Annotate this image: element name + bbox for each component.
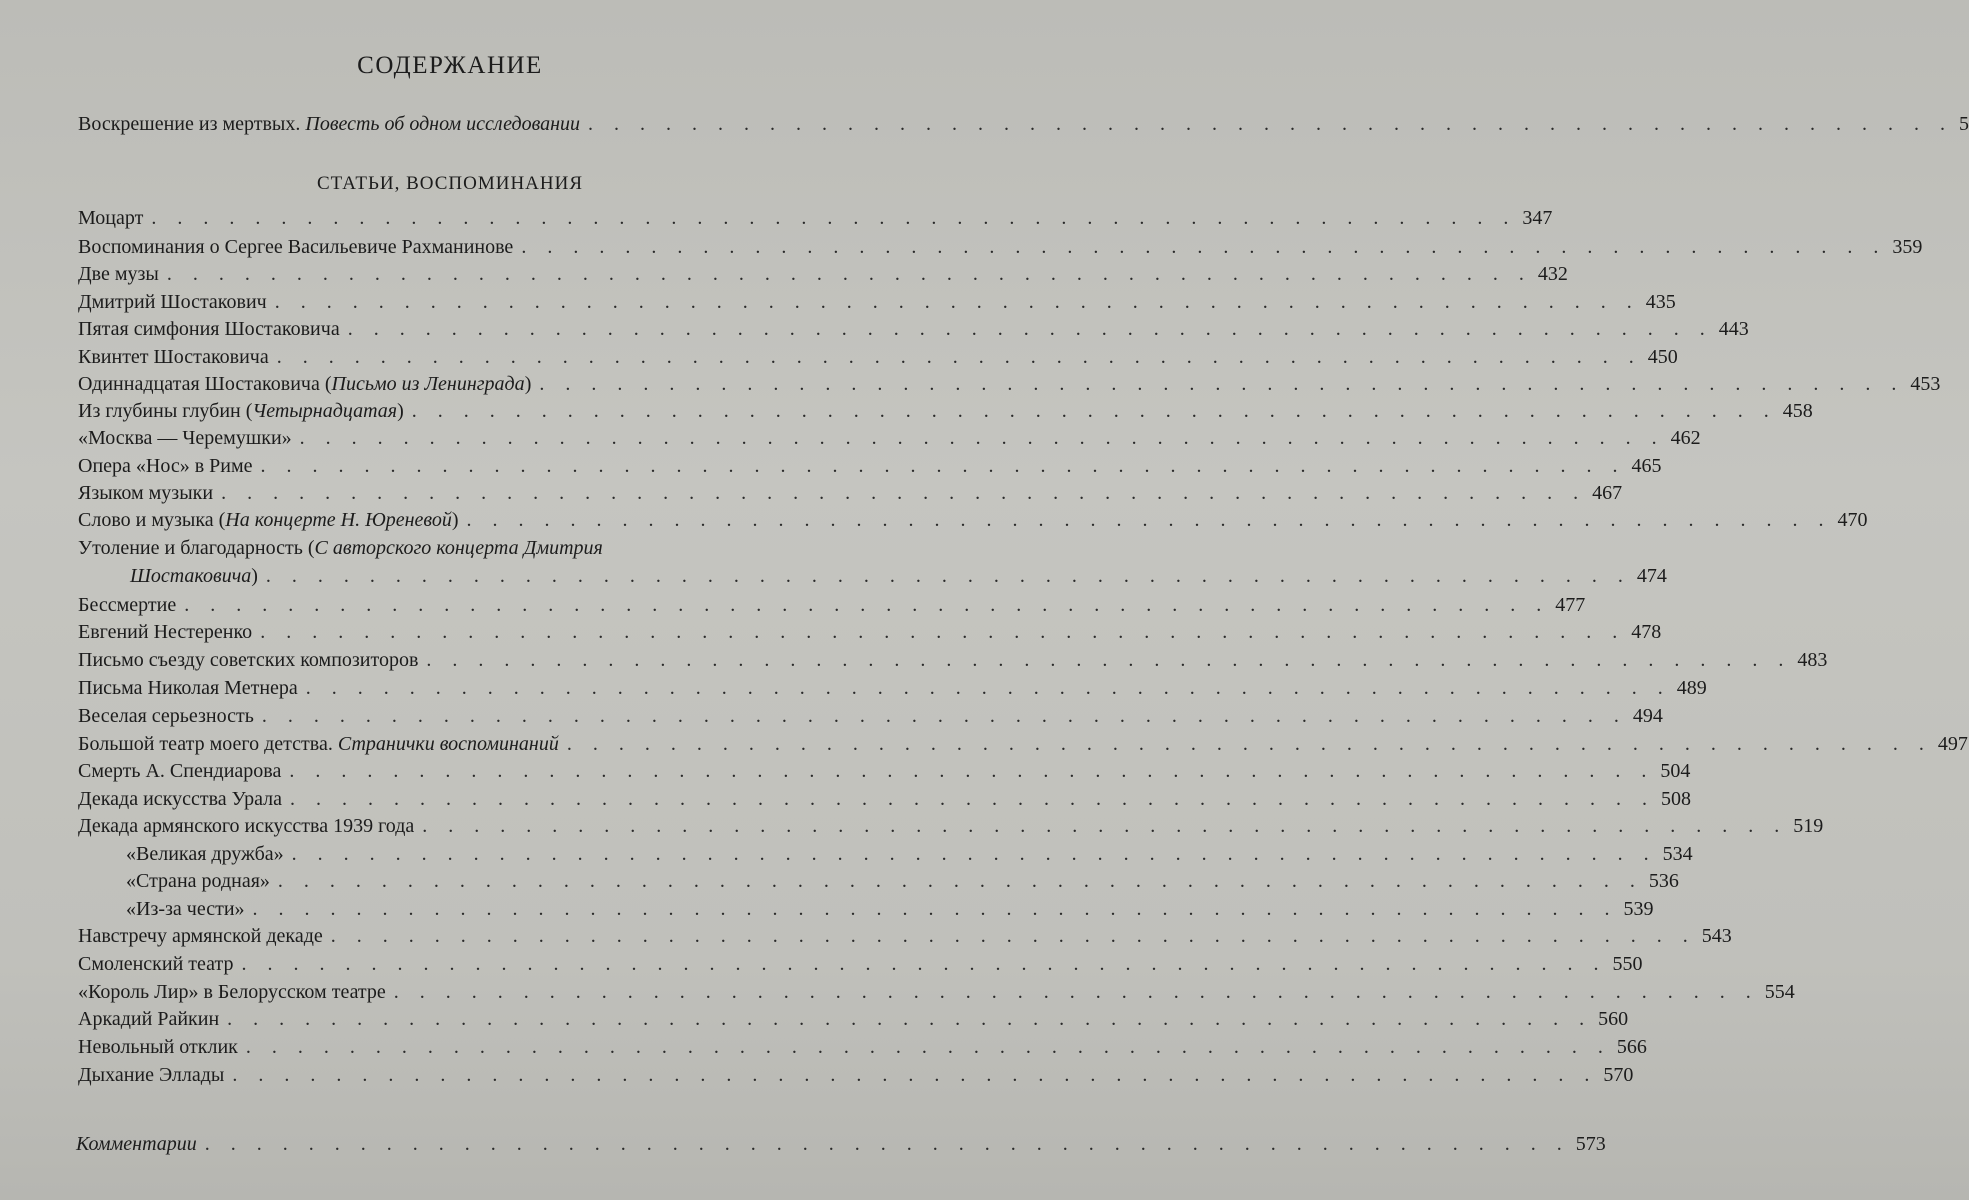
- page-number: 5: [1959, 113, 1969, 135]
- entry-label: Слово и музыка (На концерте Н. Юреневой): [78, 509, 459, 531]
- entry-label: Письма Николая Метнера: [78, 677, 298, 699]
- leader-dots: . . . . . . . . . . . . . . . . . . . . . . . . . . . . . . . . . . . . . . . . . . . . . . . . . . . . .: [265, 565, 1631, 587]
- toc-entry: [78, 649, 1828, 672]
- leader-dots: . . . . . . . . . . . . . . . . . . . . . . . . . . . . . . . . . . . . . . . . . . . . . . . . . . . . .: [221, 482, 1587, 504]
- page-number: 497: [1937, 733, 1968, 755]
- entry-label: Письмо съезду советских композиторов: [78, 649, 419, 671]
- page-number: 432: [1537, 263, 1568, 285]
- toc-entry: [78, 318, 1749, 341]
- entry-label: Пятая симфония Шостаковича: [78, 318, 340, 340]
- toc-entry: [78, 509, 1868, 532]
- toc-entry: [78, 482, 1623, 505]
- entry-label: Навстречу армянской декаде: [78, 925, 323, 947]
- entry-label: «Великая дружба»: [126, 843, 284, 865]
- leader-dots: . . . . . . . . . . . . . . . . . . . . . . . . . . . . . . . . . . . . . . . . . . . . . . . . . . . . .: [566, 733, 1932, 755]
- leader-dots: . . . . . . . . . . . . . . . . . . . . . . . . . . . . . . . . . . . . . . . . . . . . . . . . . . . . .: [245, 1036, 1611, 1058]
- toc-entry: [78, 981, 1795, 1004]
- entry-label: Языком музыки: [78, 482, 214, 504]
- leader-dots: . . . . . . . . . . . . . . . . . . . . . . . . . . . . . . . . . . . . . . . . . . . . . . . . . . . . .: [276, 346, 1642, 368]
- entry-label: Дыхание Эллады: [78, 1064, 225, 1086]
- leader-dots: . . . . . . . . . . . . . . . . . . . . . . . . . . . . . . . . . . . . . . . . . . . . . . . . . . . . .: [393, 981, 1759, 1003]
- page-number: 570: [1603, 1064, 1634, 1086]
- toc-entry: [78, 953, 1643, 976]
- toc-entry: [78, 1064, 1634, 1087]
- page-number: 458: [1782, 400, 1813, 422]
- entry-label: Шостаковича): [130, 565, 258, 587]
- page-number: 347: [1522, 207, 1553, 229]
- entry-label: Воскрешение из мертвых. Повесть об одном исследовании: [78, 113, 581, 135]
- page-number: 543: [1701, 925, 1732, 947]
- entry-label: Квинтет Шостаковича: [78, 346, 269, 368]
- toc-entry: [78, 733, 1968, 756]
- toc-entry: [78, 925, 1732, 948]
- entry-label: Опера «Нос» в Риме: [78, 455, 253, 477]
- page-number: 560: [1598, 1008, 1629, 1030]
- entry-label: Одиннадцатая Шостаковича (Письмо из Ленинграда): [78, 373, 532, 395]
- entry-label: Утоление и благодарность (С авторского концерта Дмитрия: [78, 537, 603, 559]
- leader-dots: . . . . . . . . . . . . . . . . . . . . . . . . . . . . . . . . . . . . . . . . . . . . . . . . . . . . .: [588, 113, 1954, 135]
- toc-entry: [78, 1036, 1647, 1059]
- toc-entry: [126, 870, 1679, 893]
- leader-dots: . . . . . . . . . . . . . . . . . . . . . . . . . . . . . . . . . . . . . . . . . . . . . . . . . . . . .: [261, 705, 1627, 727]
- leader-dots: . . . . . . . . . . . . . . . . . . . . . . . . . . . . . . . . . . . . . . . . . . . . . . . . . . . . .: [289, 760, 1655, 782]
- entry-label: Две музы: [78, 263, 159, 285]
- page-number: 478: [1631, 621, 1662, 643]
- leader-dots: . . . . . . . . . . . . . . . . . . . . . . . . . . . . . . . . . . . . . . . . . . . . . . . . . . . . .: [330, 925, 1696, 947]
- entry-label: Воспоминания о Сергее Васильевиче Рахманинове: [78, 236, 514, 258]
- leader-dots: . . . . . . . . . . . . . . . . . . . . . . . . . . . . . . . . . . . . . . . . . . . . . . . . . . . . .: [426, 649, 1792, 671]
- toc-entry-intro: [78, 113, 1969, 136]
- page-number: 508: [1660, 788, 1691, 810]
- leader-dots: . . . . . . . . . . . . . . . . . . . . . . . . . . . . . . . . . . . . . . . . . . . . . . . . . . . . .: [521, 236, 1887, 258]
- entry-label: Смерть А. Спендиарова: [78, 760, 282, 782]
- leader-dots: . . . . . . . . . . . . . . . . . . . . . . . . . . . . . . . . . . . . . . . . . . . . . . . . . . . . .: [260, 621, 1626, 643]
- toc-entry: [78, 400, 1813, 423]
- leader-dots: . . . . . . . . . . . . . . . . . . . . . . . . . . . . . . . . . . . . . . . . . . . . . . . . . . . . .: [260, 455, 1626, 477]
- page-number: 519: [1793, 815, 1824, 837]
- leader-dots: . . . . . . . . . . . . . . . . . . . . . . . . . . . . . . . . . . . . . . . . . . . . . . . . . . . . .: [466, 509, 1832, 531]
- page-number: 435: [1645, 291, 1676, 313]
- page-title: СОДЕРЖАНИЕ: [357, 52, 543, 79]
- toc-entry: [78, 263, 1568, 286]
- toc-entry: [130, 565, 1667, 588]
- toc-entry: [126, 898, 1654, 921]
- toc-entry: [78, 1008, 1629, 1031]
- entry-label: Моцарт: [78, 207, 144, 229]
- entry-label: Невольный отклик: [78, 1036, 238, 1058]
- page-number: 536: [1648, 870, 1679, 892]
- page-number: 462: [1670, 427, 1701, 449]
- toc-entry: [78, 236, 1923, 259]
- page-number: 566: [1616, 1036, 1647, 1058]
- entry-label: «Страна родная»: [126, 870, 270, 892]
- leader-dots: . . . . . . . . . . . . . . . . . . . . . . . . . . . . . . . . . . . . . . . . . . . . . . . . . . . . .: [274, 291, 1640, 313]
- page-number: 467: [1592, 482, 1623, 504]
- leader-dots: . . . . . . . . . . . . . . . . . . . . . . . . . . . . . . . . . . . . . . . . . . . . . . . . . . . . .: [241, 953, 1607, 975]
- page-number: 534: [1662, 843, 1693, 865]
- leader-dots: . . . . . . . . . . . . . . . . . . . . . . . . . . . . . . . . . . . . . . . . . . . . . . . . . . . . .: [166, 263, 1532, 285]
- leader-dots: . . . . . . . . . . . . . . . . . . . . . . . . . . . . . . . . . . . . . . . . . . . . . . . . . . . . .: [204, 1133, 1570, 1155]
- toc-entry-comments: [76, 1133, 1606, 1156]
- page-number: 453: [1910, 373, 1941, 395]
- page-number: 573: [1575, 1133, 1606, 1155]
- leader-dots: . . . . . . . . . . . . . . . . . . . . . . . . . . . . . . . . . . . . . . . . . . . . . . . . . . . . .: [299, 427, 1665, 449]
- leader-dots: . . . . . . . . . . . . . . . . . . . . . . . . . . . . . . . . . . . . . . . . . . . . . . . . . . . . .: [347, 318, 1713, 340]
- leader-dots: . . . . . . . . . . . . . . . . . . . . . . . . . . . . . . . . . . . . . . . . . . . . . . . . . . . . .: [151, 207, 1517, 229]
- entry-label: Веселая серьезность: [78, 705, 254, 727]
- leader-dots: . . . . . . . . . . . . . . . . . . . . . . . . . . . . . . . . . . . . . . . . . . . . . . . . . . . . .: [305, 677, 1671, 699]
- page-number: 470: [1837, 509, 1868, 531]
- page-number: 539: [1623, 898, 1654, 920]
- page-number: 465: [1631, 455, 1662, 477]
- entry-label: Большой театр моего детства. Странички воспоминаний: [78, 733, 559, 755]
- page-number: 494: [1632, 705, 1663, 727]
- entry-label: Бессмертие: [78, 594, 177, 616]
- entry-label: Комментарии: [76, 1133, 197, 1155]
- entry-label: «Из-за чести»: [126, 898, 245, 920]
- toc-entry: [78, 705, 1663, 728]
- section-title: СТАТЬИ, ВОСПОМИНАНИЯ: [316, 173, 584, 194]
- leader-dots: . . . . . . . . . . . . . . . . . . . . . . . . . . . . . . . . . . . . . . . . . . . . . . . . . . . . .: [289, 788, 1655, 810]
- toc-entry: [78, 677, 1707, 700]
- toc-entry: [78, 621, 1662, 644]
- page-number: 554: [1764, 981, 1795, 1003]
- page-number: 483: [1797, 649, 1828, 671]
- toc-entry: [78, 373, 1941, 396]
- leader-dots: . . . . . . . . . . . . . . . . . . . . . . . . . . . . . . . . . . . . . . . . . . . . . . . . . . . . .: [539, 373, 1905, 395]
- entry-label: «Король Лир» в Белорусском театре: [78, 981, 386, 1003]
- leader-dots: . . . . . . . . . . . . . . . . . . . . . . . . . . . . . . . . . . . . . . . . . . . . . . . . . . . . .: [232, 1064, 1598, 1086]
- page-number: 359: [1892, 236, 1923, 258]
- toc-entry: [78, 594, 1586, 617]
- entry-label: Дмитрий Шостакович: [78, 291, 267, 313]
- page-number: 450: [1647, 346, 1678, 368]
- entry-label: Смоленский театр: [78, 953, 234, 975]
- leader-dots: . . . . . . . . . . . . . . . . . . . . . . . . . . . . . . . . . . . . . . . . . . . . . . . . . . . . .: [411, 400, 1777, 422]
- page-number: 504: [1660, 760, 1691, 782]
- leader-dots: . . . . . . . . . . . . . . . . . . . . . . . . . . . . . . . . . . . . . . . . . . . . . . . . . . . . .: [252, 898, 1618, 920]
- toc-entry: [78, 760, 1691, 783]
- leader-dots: . . . . . . . . . . . . . . . . . . . . . . . . . . . . . . . . . . . . . . . . . . . . . . . . . . . . .: [277, 870, 1643, 892]
- page-number: 489: [1676, 677, 1707, 699]
- toc-entry: [78, 291, 1676, 314]
- entry-label: Аркадий Райкин: [78, 1008, 220, 1030]
- page-number: 550: [1612, 953, 1643, 975]
- toc-entry: [126, 843, 1693, 866]
- toc-entry: [78, 455, 1662, 478]
- entry-label: Декада искусства Урала: [78, 788, 282, 810]
- page-number: 477: [1555, 594, 1586, 616]
- leader-dots: . . . . . . . . . . . . . . . . . . . . . . . . . . . . . . . . . . . . . . . . . . . . . . . . . . . . .: [184, 594, 1550, 616]
- leader-dots: . . . . . . . . . . . . . . . . . . . . . . . . . . . . . . . . . . . . . . . . . . . . . . . . . . . . .: [227, 1008, 1593, 1030]
- page-number: 474: [1636, 565, 1667, 587]
- page-number: 443: [1718, 318, 1749, 340]
- toc-entry: [78, 346, 1678, 369]
- leader-dots: . . . . . . . . . . . . . . . . . . . . . . . . . . . . . . . . . . . . . . . . . . . . . . . . . . . . .: [291, 843, 1657, 865]
- entry-label: Декада армянского искусства 1939 года: [78, 815, 415, 837]
- entry-label: Евгений Нестеренко: [78, 621, 253, 643]
- toc-entry: [78, 537, 820, 560]
- entry-label: Из глубины глубин (Четырнадцатая): [78, 400, 404, 422]
- toc-entry: [78, 815, 1824, 838]
- toc-entry: [78, 427, 1701, 450]
- toc-entry: [78, 788, 1691, 811]
- leader-dots: . . . . . . . . . . . . . . . . . . . . . . . . . . . . . . . . . . . . . . . . . . . . . . . . . . . . .: [422, 815, 1788, 837]
- toc-entry: [78, 207, 1553, 230]
- entry-label: «Москва — Черемушки»: [78, 427, 292, 449]
